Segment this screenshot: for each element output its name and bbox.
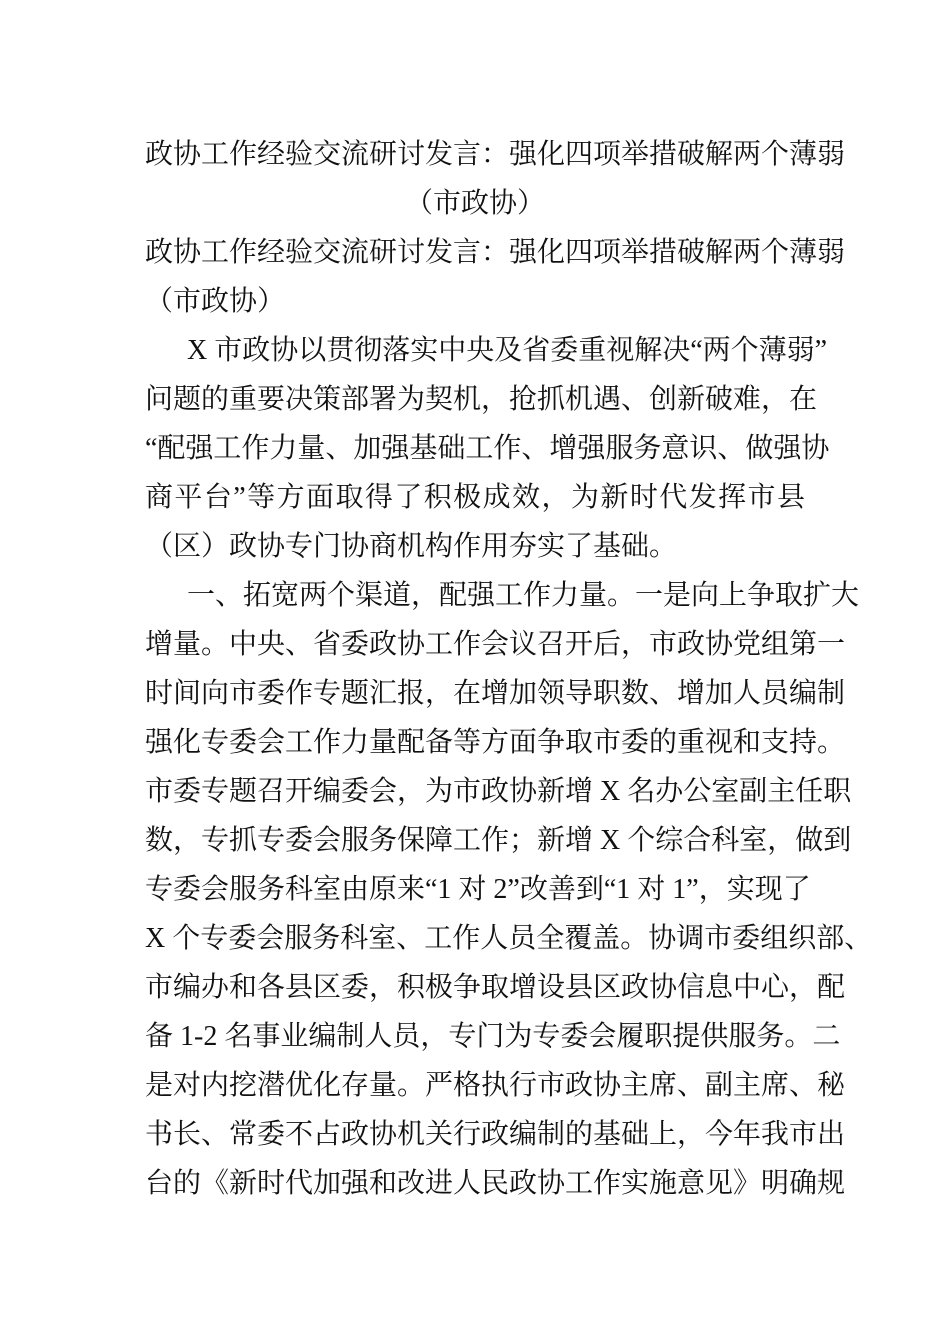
text-line: 书长、常委不占政协机关行政编制的基础上，今年我市出 <box>145 1119 846 1150</box>
document-body <box>145 228 873 1208</box>
text-line: （市政协） <box>145 286 286 317</box>
text-line: 是对内挖潜优化存量。严格执行市政协主席、副主席、秘 <box>145 1070 846 1101</box>
repeated-title <box>145 228 846 326</box>
text-line: X 个专委会服务科室、工作人员全覆盖。协调市委组织部、 <box>145 923 873 954</box>
title-subtitle: （市政协） <box>404 188 545 219</box>
text-line: 时间向市委作专题汇报，在增加领导职数、增加人员编制 <box>145 678 846 709</box>
text-line: 政协工作经验交流研讨发言：强化四项举措破解两个薄弱 <box>145 237 846 268</box>
text-line: 强化专委会工作力量配备等方面争取市委的重视和支持。 <box>145 727 846 758</box>
text-line: 专委会服务科室由原来“1 对 2”改善到“1 对 1”，实现了 <box>145 874 811 905</box>
text-line: 一、拓宽两个渠道，配强工作力量。一是向上争取扩大 <box>187 580 860 611</box>
document-page <box>145 130 873 1208</box>
text-line: 备 1-2 名事业编制人员，专门为专委会履职提供服务。二 <box>145 1021 841 1052</box>
text-line: 市编办和各县区委，积极争取增设县区政协信息中心，配 <box>145 972 846 1003</box>
text-line: 数，专抓专委会服务保障工作；新增 X 个综合科室，做到 <box>145 825 852 856</box>
text-line: 问题的重要决策部署为契机，抢抓机遇、创新破难，在 <box>145 384 818 415</box>
text-line: 商平台”等方面取得了积极成效，为新时代发挥市县 <box>145 482 805 513</box>
text-line: “配强工作力量、加强基础工作、增强服务意识、做强协 <box>145 433 830 464</box>
text-line: 市委专题召开编委会，为市政协新增 X 名办公室副主任职 <box>145 776 852 807</box>
text-line: 增量。中央、省委政协工作会议召开后，市政协党组第一 <box>145 629 846 660</box>
text-line: （区）政协专门协商机构作用夯实了基础。 <box>145 531 678 562</box>
text-line: X 市政协以贯彻落实中央及省委重视解决“两个薄弱” <box>187 335 828 366</box>
document-title <box>145 130 846 228</box>
paragraph <box>145 571 873 1208</box>
text-line: 台的《新时代加强和改进人民政协工作实施意见》明确规 <box>145 1168 846 1199</box>
title-line: 政协工作经验交流研讨发言：强化四项举措破解两个薄弱 <box>145 139 846 170</box>
paragraph <box>145 326 830 571</box>
